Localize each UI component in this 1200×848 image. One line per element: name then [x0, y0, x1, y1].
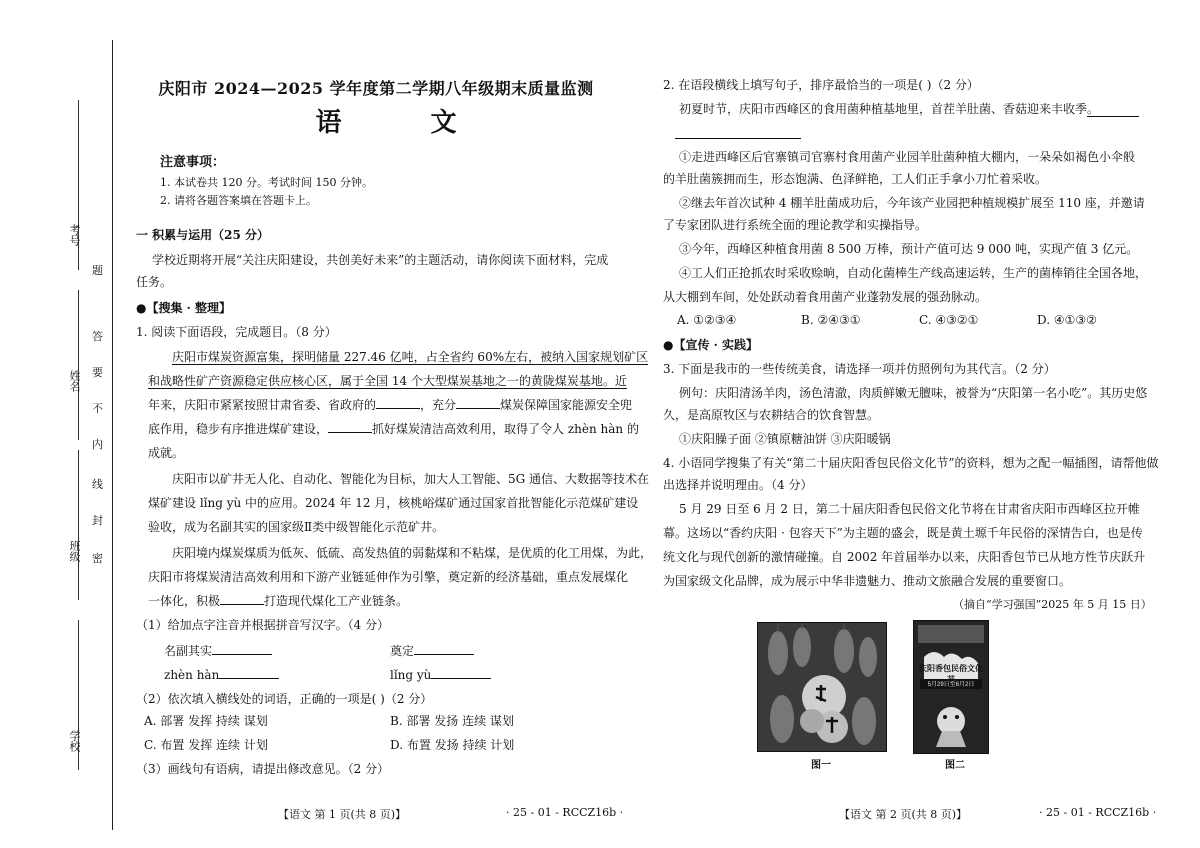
binding-margin: 考号 姓名 班级 学校 题 答 要 不 内 线 封 密 [0, 0, 128, 848]
choice-option[interactable]: C. ④③②① [919, 313, 979, 327]
part-collect: ●【搜集 · 整理】 [136, 301, 232, 315]
question-1-3: （3）画线句有语病，请提出修改意见。（2 分） [136, 762, 390, 776]
choice-option[interactable]: D. ④①③② [1037, 313, 1097, 327]
school-label: 学校 [68, 730, 81, 752]
name-label: 姓名 [68, 370, 81, 392]
notice-title: 注意事项： [160, 155, 226, 170]
sentence-option: ③今年，西峰区种植食用菌 8 500 万棒，预计产值可达 9 000 吨，实现产值 3 亿元。 [679, 242, 1139, 256]
section-1-title: 一 积累与运用（25 分） [136, 228, 270, 242]
subject-title: 语 文 [315, 108, 497, 138]
sachet-photo-icon [758, 623, 886, 751]
page-code: · 25 - 01 - RCCZ16b · [506, 806, 624, 819]
question-2-title: 2. 在语段横线上填写句子，排序最恰当的一项是( )（2 分） [663, 78, 979, 92]
answer-blank[interactable] [219, 666, 279, 679]
question-3-title: 3. 下面是我市的一些传统美食，请选择一项并仿照例句为其代言。（2 分） [663, 362, 1056, 376]
food-items: ①庆阳臊子面 ②镇原糖油饼 ③庆阳暖锅 [679, 432, 891, 446]
example-sentence: 例句：庆阳清汤羊肉，汤色清澈，肉质鲜嫩无膻味，被誉为“庆阳第一名小吃”。其历史悠 [679, 386, 1148, 400]
passage-paragraph: 庆阳境内煤炭煤质为低灰、低硫、高发热值的弱黏煤和不粘煤，是优质的化工用煤，为此， [172, 546, 653, 560]
sentence-option: ④工人们正抢抓农时采收赊晌，自动化菌棒生产线高速运转，生产的菌棒销往全国各地， [679, 266, 1148, 280]
underlined-sentence: 庆阳市煤炭资源富集，探明储量 227.46 亿吨，占全省约 60%左右，被纳入国家规划矿区 [172, 350, 649, 364]
answer-line[interactable] [675, 138, 801, 139]
choice-option[interactable]: D. 布置 发扬 持续 计划 [390, 738, 515, 752]
page-footer: 【语文 第 1 页(共 8 页)】 [278, 808, 407, 821]
answer-blank[interactable] [376, 396, 420, 409]
poster-date: 5月29日至6月2日 [927, 682, 975, 688]
figure-1-caption: 图一 [811, 760, 831, 771]
answer-blank[interactable] [414, 642, 474, 655]
figure-2-caption: 图二 [945, 760, 965, 771]
answer-blank[interactable] [328, 420, 372, 433]
question-1-title: 1. 阅读下面语段，完成题目。（8 分） [136, 325, 337, 339]
figure-2-image [913, 620, 989, 754]
answer-blank[interactable] [220, 592, 264, 605]
choice-option[interactable]: B. ②④③① [801, 313, 861, 327]
choice-option[interactable]: B. 部署 发扬 连续 谋划 [390, 714, 514, 728]
question-1-1: （1）给加点字注音并根据拼音写汉字。（4 分） [136, 618, 390, 632]
notice-item: 2. 请将各题答案填在答题卡上。 [160, 194, 317, 207]
passage-paragraph: 庆阳市以矿井无人化、自动化、智能化为目标，加大人工智能、5G 通信、大数据等技术在 [172, 472, 650, 486]
sentence-option: ①走进西峰区后官寨镇司官寨村食用菌产业园羊肚菌种植大棚内，一朵朵如褐色小伞般 [679, 150, 1136, 164]
part-promo: ●【宣传 · 实践】 [663, 338, 759, 352]
class-label: 班级 [68, 540, 81, 562]
answer-line[interactable] [1087, 116, 1139, 117]
page-2: 2. 在语段横线上填写句子，排序最恰当的一项是( )（2 分） 初夏时节，庆阳市西峰区的食用菌种植基地里，首茬羊肚菌、香菇迎来丰收季。 ①走进西峰区后官寨镇司官寨村食用菌产业园羊肚菌种植大棚内，一朵朵如褐色小伞般 的羊肚菌簇拥而生，形态饱满、色泽鲜艳，工人们正手拿小刀忙着采收。 ②继去年首次试种 4 棚羊肚菌成功后，今年该产业园把种植规模扩展至 110 座，并邀请 了专家团队进行系统全面的理论教学和实操指导。 ③今年，西峰区种植食用菌 8 500 万棒，预计产值可达 9 000 吨，实现产值 3 亿元。 ④工人们正抢抓农时采收赊晌，自动化菌棒生产线高速运转，生产的菌棒销往全国各地， 从大棚到车间，处处跃动着食用菌产业蓬勃发展的强劲脉动。 A. ①②③④ B. ②④③① C. ④③②① D. ④①③② ●【宣传 · 实践】 3. 下面是我市的一些传统美食，请选择一项并仿照例句为其代言。（2 分） 例句：庆阳清汤羊肉，汤色清澈，肉质鲜嫩无膻味，被誉为“庆阳第一名小吃”。其历史悠 久，是高原牧区与农耕结合的饮食智慧。 ①庆阳臊子面 ②镇原糖油饼 ③庆阳暖锅 4. 小语同学搜集了有关“第二十届庆阳香包民俗文化节”的资料，想为之配一幅插图，请帮他做 出选择并说明理由。（4 分） 5 月 29 日至 6 月 2 日，第二十届庆阳香包民俗文化节将在甘肃省庆阳市西峰区拉开帷 幕。这场以“香约庆阳 · 包容天下”为主题的盛会，既是黄土塬千年民俗的深情告白，也是传 统文化与现代创新的激情碰撞。自 2002 年首届举办以来，庆阳香包节已从地方性节庆跃升 为国家级文化品牌，成为展示中华非遗魅力、推动文旅融合发展的重要窗口。 （摘自“学习强国”2025 年 5 月 15 日） 图一 庆阳香包民俗文化节 5月29日至6月2日 图二 【语文 第 2 页(共 8 页)】 · 25 - 01 - RCCZ16b · [655, 0, 1145, 848]
question-4-title: 4. 小语同学搜集了有关“第二十届庆阳香包民俗文化节”的资料，想为之配一幅插图，请帮他做 [663, 456, 1159, 470]
source-note: （摘自“学习强国”2025 年 5 月 15 日） [953, 598, 1152, 611]
page-code: · 25 - 01 - RCCZ16b · [1039, 806, 1157, 819]
question-1-2: （2）依次填入横线处的词语，正确的一项是( )（2 分） [136, 692, 433, 706]
binding-line [112, 40, 113, 830]
exam-no-label: 考号 [68, 224, 81, 246]
choice-option[interactable]: A. 部署 发挥 持续 谋划 [144, 714, 268, 728]
answer-blank[interactable] [212, 642, 272, 655]
choice-option[interactable]: A. ①②③④ [677, 313, 737, 327]
notice-item: 1. 本试卷共 120 分。考试时间 150 分钟。 [160, 176, 373, 189]
choice-option[interactable]: C. 布置 发挥 连续 计划 [144, 738, 268, 752]
sentence-option: ②继去年首次试种 4 棚羊肚菌成功后，今年该产业园把种植规模扩展至 110 座，并邀请 [679, 196, 1145, 210]
exam-title: 庆阳市 2024—2025 学年度第二学期八年级期末质量监测 [158, 79, 594, 98]
section-intro: 学校近期将开展“关注庆阳建设，共创美好未来”的主题活动，请你阅读下面材料，完成 [152, 253, 609, 267]
page-footer: 【语文 第 2 页(共 8 页)】 [839, 808, 968, 821]
news-paragraph: 5 月 29 日至 6 月 2 日，第二十届庆阳香包民俗文化节将在甘肃省庆阳市西峰区拉开帷 [679, 502, 1140, 516]
page-1: 庆阳市 2024—2025 学年度第二学期八年级期末质量监测 语 文 注意事项： 1. 本试卷共 120 分。考试时间 150 分钟。 2. 请将各题答案填在答题卡上。 一 积累与运用（25 分） 学校近期将开展“关注庆阳建设，共创美好未来”的主题活动，请你阅读下面材料，完成 任务。 ●【搜集 · 整理】 1. 阅读下面语段，完成题目。（8 分） 庆阳市煤炭资源富集，探明储量 227.46 亿吨，占全省约 60%左右，被纳入国家规划矿区 和战略性矿产资源稳定供应核心区，属于全国 14 个大型煤炭基地之一的黄陇煤炭基地。近 年来，庆阳市紧紧按照甘肃省委、省政府的 ，充分 煤炭保障国家能源安全兜 底作用，稳步有序推进煤矿建设， 抓好煤炭清洁高效利用，取得了令人 zhèn hàn 的 成就。 庆阳市以矿井无人化、自动化、智能化为目标，加大人工智能、5G 通信、大数据等技术在 煤矿建设 lǐng yù 中的应用。2024 年 12 月，核桃峪煤矿通过国家首批智能化示范煤矿建设 验收，成为名副其实的国家级Ⅱ类中级智能化示范矿井。 庆阳境内煤炭煤质为低灰、低硫、高发热值的弱黏煤和不粘煤，是优质的化工用煤，为此， 庆阳市将煤炭清洁高效利用和下游产业链延伸作为引擎，奠定新的经济基础，重点发展煤化 一体化，积极 打造现代煤化工产业链条。 （1）给加点字注音并根据拼音写汉字。（4 分） 名副其实 奠定 zhèn hàn lǐng yù （2）依次填入横线处的词语，正确的一项是( )（2 分） A. 部署 发挥 持续 谋划 B. 部署 发扬 连续 谋划 C. 布置 发挥 连续 计划 D. 布置 发扬 持续 计划 （3）画线句有语病，请提出修改意见。（2 分） 【语文 第 1 页(共 8 页)】 · 25 - 01 - RCCZ16b · [128, 0, 624, 848]
answer-blank[interactable] [431, 666, 491, 679]
figure-1-image [757, 622, 887, 752]
poster-title: 庆阳香包民俗文化节 [919, 664, 983, 684]
answer-blank[interactable] [456, 396, 500, 409]
binding-warning: 题 [92, 264, 103, 277]
